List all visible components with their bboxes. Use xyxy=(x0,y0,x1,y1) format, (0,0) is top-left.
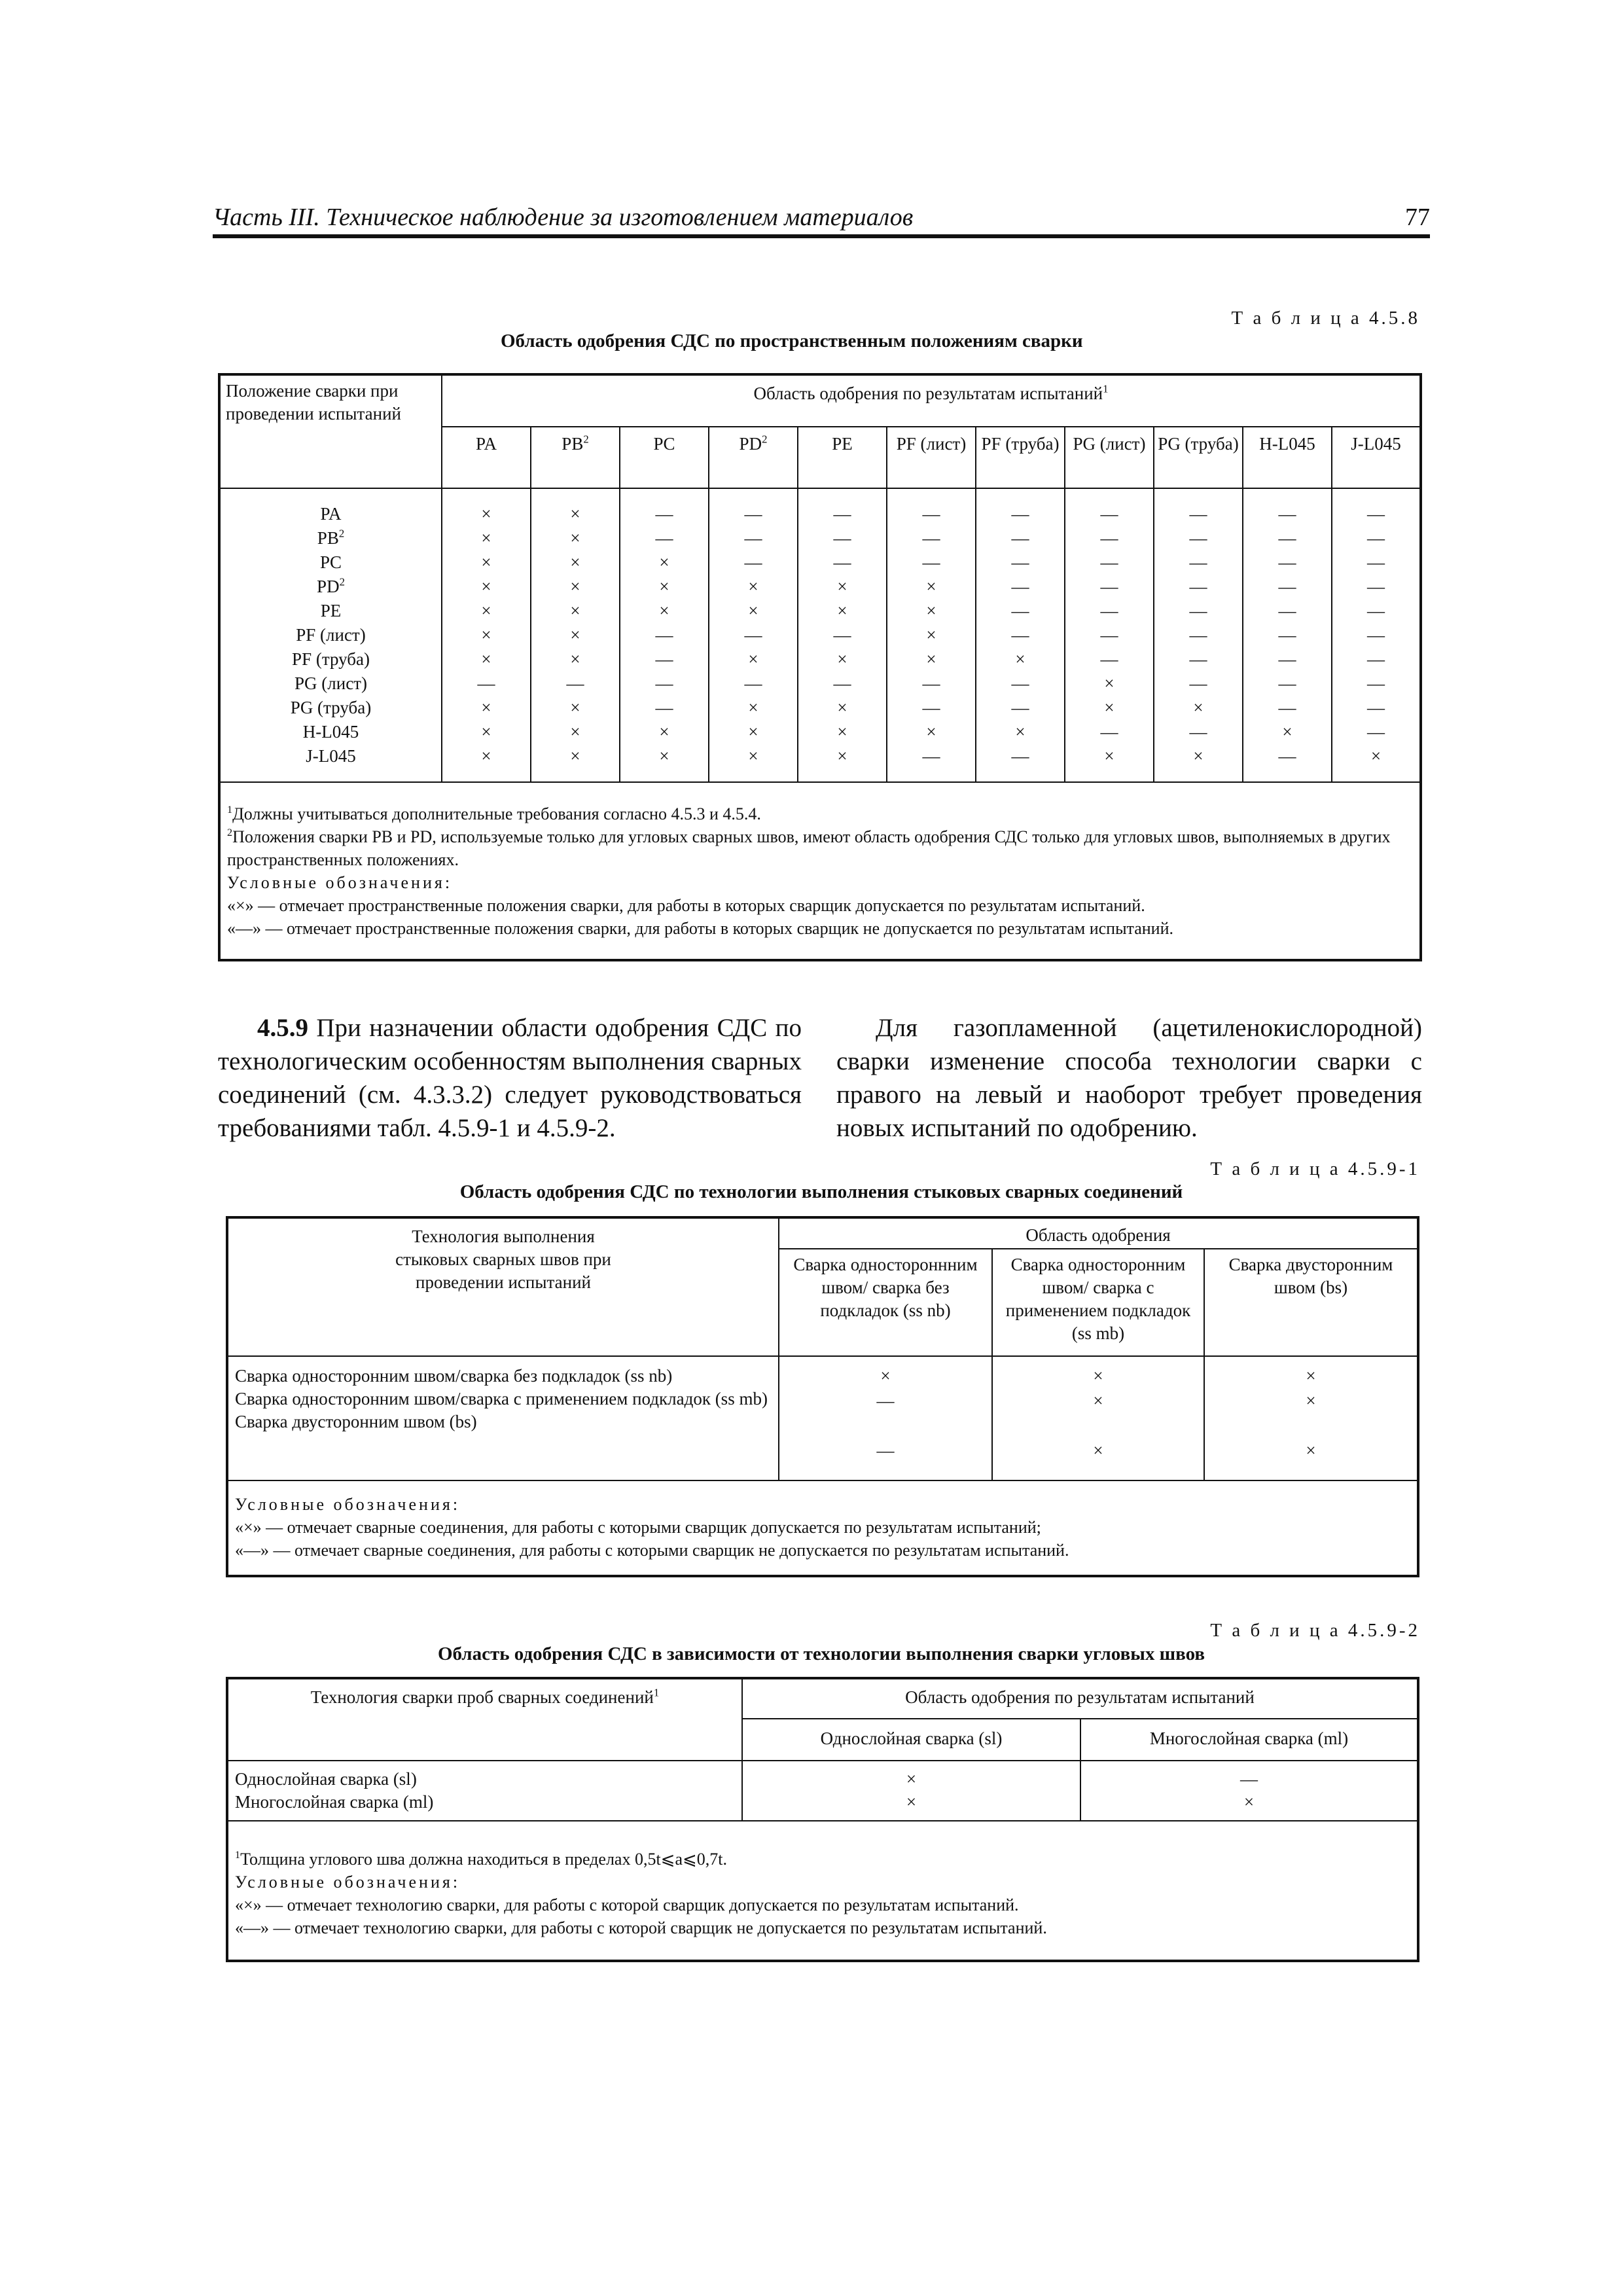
group-header-cell: Область одобрения по результатам испытаний xyxy=(742,1678,1418,1719)
data-cell: × xyxy=(748,577,758,596)
data-cell: × xyxy=(926,649,936,669)
legend-x: «×» — отмечает технологию сварки, для работы с которой сварщик допускается по результатам испытаний. xyxy=(235,1895,1019,1914)
data-cell: — xyxy=(1367,577,1385,596)
data-column-values xyxy=(1065,502,1153,768)
data-cell: — xyxy=(1011,625,1029,645)
data-column xyxy=(742,1761,1080,1821)
row-label xyxy=(221,647,441,672)
data-cell: — xyxy=(833,625,851,645)
data-cell: — xyxy=(566,673,584,693)
data-cell: × xyxy=(659,577,669,596)
data-cell: — xyxy=(922,504,940,524)
column-header-label: PA xyxy=(475,434,497,454)
column-header-sup: 2 xyxy=(583,433,589,446)
table-title: Область одобрения СДС по пространственным положениям сварки xyxy=(501,331,1083,351)
data-cell: × xyxy=(481,601,491,620)
data-cell: — xyxy=(1100,528,1118,548)
data-cell: × xyxy=(837,746,847,766)
data-cell: — xyxy=(1011,601,1029,620)
data-cell: × xyxy=(1306,1441,1316,1460)
data-cell: — xyxy=(655,528,673,548)
data-cell: — xyxy=(655,625,673,645)
data-cell: — xyxy=(1367,528,1385,548)
data-cell: — xyxy=(1367,673,1385,693)
data-rows xyxy=(227,1356,1418,1480)
legend-title: Условные обозначения: xyxy=(235,1495,461,1514)
legend-x: «×» — отмечает пространственные положения сварки, для работы в которых сварщик допускается по результатам испытаний. xyxy=(227,896,1145,915)
column-header xyxy=(709,427,798,488)
paragraph-gas-welding: Для газопламенной (ацетиленокислородной) сварки изменение способа технологии сварки с правого на левый и наоборот требует проведения новых испытаний по одобрению. xyxy=(836,1014,1422,1142)
data-cell: × xyxy=(659,722,669,742)
data-cell: × xyxy=(570,504,580,524)
data-cell: × xyxy=(1104,698,1115,717)
data-cell: — xyxy=(1011,528,1029,548)
row-label-text: H-L045 xyxy=(302,722,359,742)
data-cell: × xyxy=(659,552,669,572)
data-column-values xyxy=(709,502,797,768)
row-label xyxy=(221,720,441,744)
data-cell: — xyxy=(1367,649,1385,669)
row-label-text: PA xyxy=(320,504,342,524)
row-label-text: PE xyxy=(320,601,342,620)
data-cell: × xyxy=(481,625,491,645)
data-cell: — xyxy=(1100,577,1118,596)
row-label-text: PB xyxy=(317,528,339,548)
data-cell: × xyxy=(570,625,580,645)
data-cell: — xyxy=(744,552,762,572)
data-cell: — xyxy=(1189,552,1207,572)
data-column xyxy=(779,1356,992,1480)
row-label xyxy=(221,696,441,720)
column-header-label: J-L045 xyxy=(1351,434,1401,454)
data-cell: — xyxy=(655,649,673,669)
row-label xyxy=(221,502,441,526)
legend-title: Условные обозначения: xyxy=(227,873,453,892)
data-cell: — xyxy=(744,673,762,693)
row-label-sup: 2 xyxy=(339,575,345,588)
column-header xyxy=(798,427,887,488)
data-cell: × xyxy=(570,746,580,766)
row-labels-column xyxy=(219,488,442,782)
data-cell: × xyxy=(880,1366,891,1386)
row-label xyxy=(221,526,441,550)
data-cell: — xyxy=(744,528,762,548)
table-label: Т а б л и ц а 4.5.9-2 xyxy=(1210,1620,1420,1641)
data-cell: × xyxy=(926,601,936,620)
row-label xyxy=(221,744,441,768)
row-label xyxy=(221,672,441,696)
data-column-values xyxy=(976,502,1064,768)
data-cell: — xyxy=(922,673,940,693)
data-column-values xyxy=(1243,502,1331,768)
row-label-sup: 2 xyxy=(338,527,345,540)
column-header-label: PB xyxy=(562,434,584,454)
group-header-cell: Область одобрения по результатам испытаний$^1$ xyxy=(442,374,1421,427)
column-header xyxy=(531,427,620,488)
data-cell: × xyxy=(1193,698,1204,717)
data-cell: — xyxy=(1189,649,1207,669)
column-header-sup: 2 xyxy=(762,433,768,446)
data-cell: — xyxy=(1189,577,1207,596)
notes-cell xyxy=(227,1480,1418,1576)
column-header-label: PF (труба) xyxy=(981,434,1060,454)
data-cell: × xyxy=(926,577,936,596)
row-label-text: PG (труба) xyxy=(290,698,372,717)
column-header-label: H-L045 xyxy=(1259,434,1315,454)
data-column-values xyxy=(887,502,975,768)
data-cell: — xyxy=(744,504,762,524)
column-header xyxy=(442,427,531,488)
table-welding-positions xyxy=(218,373,1422,961)
data-column xyxy=(992,1356,1204,1480)
data-cell: × xyxy=(748,649,758,669)
data-cell: × xyxy=(659,601,669,620)
data-cell: × xyxy=(926,625,936,645)
legend-dash: «—» — отмечает технологию сварки, для работы с которой сварщик не допускается по результатам испытаний. xyxy=(235,1918,1047,1937)
legend-x: «×» — отмечает сварные соединения, для работы с которыми сварщик допускается по результатам испытаний; xyxy=(235,1518,1041,1537)
data-cell: × xyxy=(570,528,580,548)
data-cell: × xyxy=(906,1769,917,1789)
column-header-label: PD xyxy=(739,434,762,454)
data-cell: — xyxy=(1011,552,1029,572)
row-label-text: PG (лист) xyxy=(294,673,367,693)
data-cell: × xyxy=(1193,746,1204,766)
data-cell: — xyxy=(922,552,940,572)
data-cell: × xyxy=(1093,1391,1103,1410)
data-cell: × xyxy=(837,649,847,669)
column-header xyxy=(887,427,976,488)
table-title: Область одобрения СДС по технологии выполнения стыковых сварных соединений xyxy=(459,1181,1183,1202)
data-cell: × xyxy=(570,552,580,572)
data-cell: × xyxy=(1370,746,1382,766)
table-label: Т а б л и ц а 4.5.9-1 xyxy=(1210,1158,1420,1179)
data-cell: × xyxy=(570,698,580,717)
data-cell: — xyxy=(1100,601,1118,620)
row-label: Сварка двусторонним швом (bs) xyxy=(235,1412,477,1431)
data-cell: — xyxy=(1278,504,1296,524)
legend-dash: «—» — отмечает пространственные положения сварки, для работы в которых сварщик не допускается по результатам испытаний. xyxy=(227,919,1174,938)
table-label: Т а б л и ц а 4.5.8 xyxy=(1231,308,1420,329)
data-cell: × xyxy=(1282,722,1293,742)
row-label: Многослойная сварка (ml) xyxy=(235,1792,434,1812)
row-label xyxy=(221,599,441,623)
column-header xyxy=(976,427,1065,488)
footnote-1: $^1$Должны учитываться дополнительные требования согласно 4.5.3 и 4.5.4. xyxy=(227,804,761,823)
column-header-label: PE xyxy=(832,434,853,454)
data-cell: × xyxy=(837,601,847,620)
data-cell: × xyxy=(1306,1366,1316,1386)
data-cell: — xyxy=(1100,649,1118,669)
data-cell: — xyxy=(1367,504,1385,524)
data-cell: × xyxy=(570,649,580,669)
data-rows xyxy=(227,1761,1418,1821)
data-cell: — xyxy=(1278,528,1296,548)
data-cell: — xyxy=(876,1441,895,1460)
column-header-label: PG (лист) xyxy=(1073,434,1146,454)
row-header-cell: Технология выполнения стыковых сварных швов при проведении испытаний xyxy=(227,1217,779,1356)
data-cell: — xyxy=(1189,722,1207,742)
data-cell: — xyxy=(1278,746,1296,766)
column-header xyxy=(620,427,709,488)
data-cell: — xyxy=(1100,552,1118,572)
row-header-cell: Технология сварки проб сварных соединений$^1$ xyxy=(227,1678,742,1761)
data-cell: × xyxy=(1306,1391,1316,1410)
data-column-values xyxy=(1154,502,1242,768)
data-cell: — xyxy=(876,1391,895,1410)
data-cell: — xyxy=(1278,552,1296,572)
data-column-values xyxy=(531,502,619,768)
data-cell: × xyxy=(1104,673,1115,693)
row-labels xyxy=(221,502,441,768)
data-cell: — xyxy=(833,673,851,693)
data-cell: × xyxy=(570,577,580,596)
table-fillet-welds xyxy=(226,1677,1419,1962)
data-cell: × xyxy=(1093,1441,1103,1460)
data-cell: — xyxy=(1189,673,1207,693)
data-cell: × xyxy=(837,722,847,742)
row-labels-column xyxy=(227,1761,742,1821)
column-header: Сварка двусторонним швом (bs) xyxy=(1204,1249,1418,1356)
row-header-cell: Положение сварки при проведении испытаний xyxy=(219,374,442,488)
data-cell: × xyxy=(570,722,580,742)
row-label: Сварка односторонним швом/сварка с применением подкладок (ss mb) xyxy=(235,1389,768,1408)
row-label: Сварка односторонним швом/сварка без подкладок (ss nb) xyxy=(235,1366,673,1386)
data-cell: — xyxy=(1011,577,1029,596)
data-cell: × xyxy=(1093,1366,1103,1386)
data-column xyxy=(887,488,976,782)
data-cell: — xyxy=(655,698,673,717)
data-cell: — xyxy=(833,528,851,548)
data-cell: — xyxy=(1367,552,1385,572)
data-cell: — xyxy=(1011,504,1029,524)
column-header: Сварка одностороннним швом/ сварка без подкладок (ss nb) xyxy=(779,1249,992,1356)
data-column-values xyxy=(442,502,530,768)
column-header-label: PF (лист) xyxy=(896,434,967,454)
data-column xyxy=(531,488,620,782)
data-cell: × xyxy=(906,1792,917,1812)
data-cell: × xyxy=(481,722,491,742)
data-cell: — xyxy=(1189,504,1207,524)
data-cell: — xyxy=(1278,649,1296,669)
data-cell: — xyxy=(1011,673,1029,693)
notes-cell xyxy=(219,782,1421,960)
data-cell: × xyxy=(1104,746,1115,766)
data-cell: — xyxy=(1100,625,1118,645)
running-title: Часть III. Техническое наблюдение за изготовлением материалов xyxy=(213,204,914,231)
data-cell: × xyxy=(481,528,491,548)
data-column-values xyxy=(798,502,886,768)
data-cell: × xyxy=(748,601,758,620)
table-title: Область одобрения СДС в зависимости от технологии выполнения сварки угловых швов xyxy=(437,1643,1205,1664)
column-header: Сварка односторонним швом/ сварка с применением подкладок (ss mb) xyxy=(992,1249,1204,1356)
column-header xyxy=(1243,427,1332,488)
data-cell: — xyxy=(1367,722,1385,742)
data-cell: × xyxy=(1015,722,1026,742)
column-header xyxy=(1332,427,1421,488)
data-cell: — xyxy=(1278,601,1296,620)
row-labels-column xyxy=(227,1356,779,1480)
data-cell: — xyxy=(1367,601,1385,620)
data-cell: × xyxy=(570,601,580,620)
data-cell: × xyxy=(837,577,847,596)
data-cell: — xyxy=(1240,1769,1258,1789)
data-column xyxy=(442,488,531,782)
data-cell: — xyxy=(477,673,495,693)
footnote-1: $^1$Толщина углового шва должна находиться в пределах 0,5t⩽a⩽0,7t. xyxy=(235,1850,728,1869)
column-header: Многослойная сварка (ml) xyxy=(1080,1719,1418,1761)
data-column xyxy=(798,488,887,782)
data-cell: — xyxy=(1278,698,1296,717)
data-cell: — xyxy=(922,528,940,548)
data-cell: — xyxy=(1100,722,1118,742)
row-label-text: PF (труба) xyxy=(292,649,370,669)
data-cell: — xyxy=(922,698,940,717)
table-butt-welds xyxy=(226,1216,1419,1577)
column-header: Однослойная сварка (sl) xyxy=(742,1719,1080,1761)
data-cell: × xyxy=(748,722,758,742)
row-label-text: J-L045 xyxy=(306,746,356,766)
data-cell: — xyxy=(1100,504,1118,524)
data-cell: × xyxy=(748,746,758,766)
data-cell: × xyxy=(481,504,491,524)
column-header-label: PG (труба) xyxy=(1158,434,1239,454)
data-cell: — xyxy=(1189,528,1207,548)
data-cell: × xyxy=(748,698,758,717)
data-cell: — xyxy=(833,504,851,524)
column-header-label: PC xyxy=(653,434,675,454)
paragraph-4-5-9: 4.5.9 При назначении области одобрения СДС по технологическим особенностям выполнения сварных соединений (см. 4.3.3.2) следует руководствоваться требованиями табл. 4.5.9-1 и 4.5.9-2. xyxy=(218,1014,802,1142)
data-column xyxy=(1243,488,1332,782)
data-cell: — xyxy=(1189,625,1207,645)
data-column xyxy=(1065,488,1154,782)
data-column xyxy=(1154,488,1243,782)
data-cell: — xyxy=(833,552,851,572)
data-cell: × xyxy=(837,698,847,717)
row-label xyxy=(221,623,441,647)
column-header xyxy=(1065,427,1154,488)
data-column xyxy=(1332,488,1421,782)
row-label-text: PF (лист) xyxy=(296,625,366,645)
data-cell: — xyxy=(1367,625,1385,645)
legend-dash: «—» — отмечает сварные соединения, для работы с которыми сварщик не допускается по результатам испытаний. xyxy=(235,1541,1069,1560)
row-label xyxy=(221,575,441,599)
data-cell: — xyxy=(1011,698,1029,717)
data-cell: × xyxy=(1015,649,1026,669)
data-cell: — xyxy=(922,746,940,766)
row-label: Однослойная сварка (sl) xyxy=(235,1769,417,1789)
data-cell: × xyxy=(481,698,491,717)
group-header-cell: Область одобрения xyxy=(779,1217,1418,1249)
row-label-text: PD xyxy=(317,577,340,596)
column-header xyxy=(1154,427,1243,488)
data-cell: — xyxy=(1278,625,1296,645)
data-column xyxy=(1204,1356,1418,1480)
legend-title: Условные обозначения: xyxy=(235,1873,461,1892)
running-header xyxy=(213,200,1430,238)
data-cell: × xyxy=(1243,1792,1255,1812)
data-cell: × xyxy=(659,746,669,766)
data-cell: × xyxy=(481,746,491,766)
notes-cell xyxy=(227,1821,1418,1961)
data-column-values xyxy=(620,502,708,768)
data-column xyxy=(1080,1761,1418,1821)
row-label xyxy=(221,550,441,575)
data-column xyxy=(709,488,798,782)
data-cell: — xyxy=(744,625,762,645)
data-cell: — xyxy=(655,673,673,693)
data-cell: × xyxy=(481,552,491,572)
data-cell: — xyxy=(1011,746,1029,766)
footnote-2: $^2$Положения сварки PB и PD, используемые только для угловых сварных швов, имеют область одобрения СДС только для угловых швов, выполняемых в других пространственных положениях. xyxy=(227,827,1391,869)
data-cell: — xyxy=(1278,577,1296,596)
page-number: 77 xyxy=(1405,204,1430,231)
data-column-values xyxy=(1332,502,1419,768)
data-cell: — xyxy=(1367,698,1385,717)
data-cell: × xyxy=(481,577,491,596)
data-cell: — xyxy=(1189,601,1207,620)
data-column xyxy=(976,488,1065,782)
data-cell: × xyxy=(926,722,936,742)
data-cell: — xyxy=(655,504,673,524)
data-cell: — xyxy=(1278,673,1296,693)
data-cell: × xyxy=(481,649,491,669)
data-column xyxy=(620,488,709,782)
row-label-text: PC xyxy=(319,552,342,572)
